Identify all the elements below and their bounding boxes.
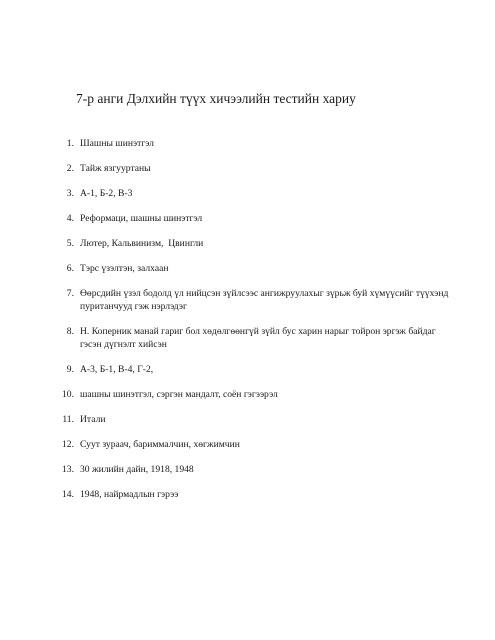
item-number: 5. [66, 238, 74, 249]
list-item [56, 363, 456, 376]
item-number: 8. [66, 326, 74, 337]
item-text: Тэрс үзэлтэн, залхаан [80, 263, 169, 274]
item-text: Итали [80, 414, 106, 425]
item-text: Н. Коперник манай гариг бол хөдөлгөөнгүй зүйл бус харин нарыг тойрон эргэж байдаг гэсэн дүгнэлт хийсэн [80, 326, 439, 350]
list-item [56, 262, 456, 275]
list-item [56, 237, 456, 250]
list-item [56, 463, 456, 476]
list-item [56, 438, 456, 451]
item-text: Лютер, Кальвинизм, Цвингли [80, 238, 204, 249]
item-text: 1948, найрмадлын гэрээ [80, 489, 179, 500]
list-item [56, 187, 456, 200]
item-text: Реформаци, шашны шинэтгэл [80, 213, 203, 224]
item-number: 14. [62, 489, 74, 500]
item-number: 13. [62, 464, 74, 475]
list-item [56, 488, 456, 501]
item-number: 11. [62, 414, 74, 425]
item-text: Өөрсдийн үзэл бодолд үл нийцсэн зүйлсээс ангижруулахыг зүрьж буй хүмүүсийг түүхэнд пуританчууд гэж нэрлэдэг [80, 288, 451, 312]
answer-list [56, 137, 456, 513]
item-text: А-1, Б-2, В-3 [80, 188, 133, 199]
item-text: Шашны шинэтгэл [80, 138, 154, 149]
list-item [56, 287, 456, 313]
item-number: 9. [66, 364, 74, 375]
list-item [56, 137, 456, 150]
item-text: Суут зураач, бариммалчин, хөгжимчин [80, 439, 240, 450]
item-number: 3. [66, 188, 74, 199]
list-item [56, 212, 456, 225]
list-item [56, 388, 456, 401]
list-item [56, 325, 456, 351]
item-text: Тайж язгууртаны [80, 163, 151, 174]
item-number: 7. [66, 288, 74, 299]
item-number: 4. [66, 213, 74, 224]
item-number: 2. [66, 163, 74, 174]
item-number: 6. [66, 263, 74, 274]
item-number: 12. [62, 439, 74, 450]
item-text: шашны шинэтгэл, сэргэн мандалт, соён гэгээрэл [80, 389, 278, 400]
item-number: 1. [66, 138, 74, 149]
item-number: 10. [62, 389, 74, 400]
item-text: А-3, Б-1, В-4, Г-2, [80, 364, 154, 375]
list-item [56, 413, 456, 426]
list-item [56, 162, 456, 175]
item-text: 30 жилийн дайн, 1918, 1948 [80, 464, 194, 475]
document-title: 7-р анги Дэлхийн түүх хичээлийн тестийн хариу [76, 91, 356, 106]
